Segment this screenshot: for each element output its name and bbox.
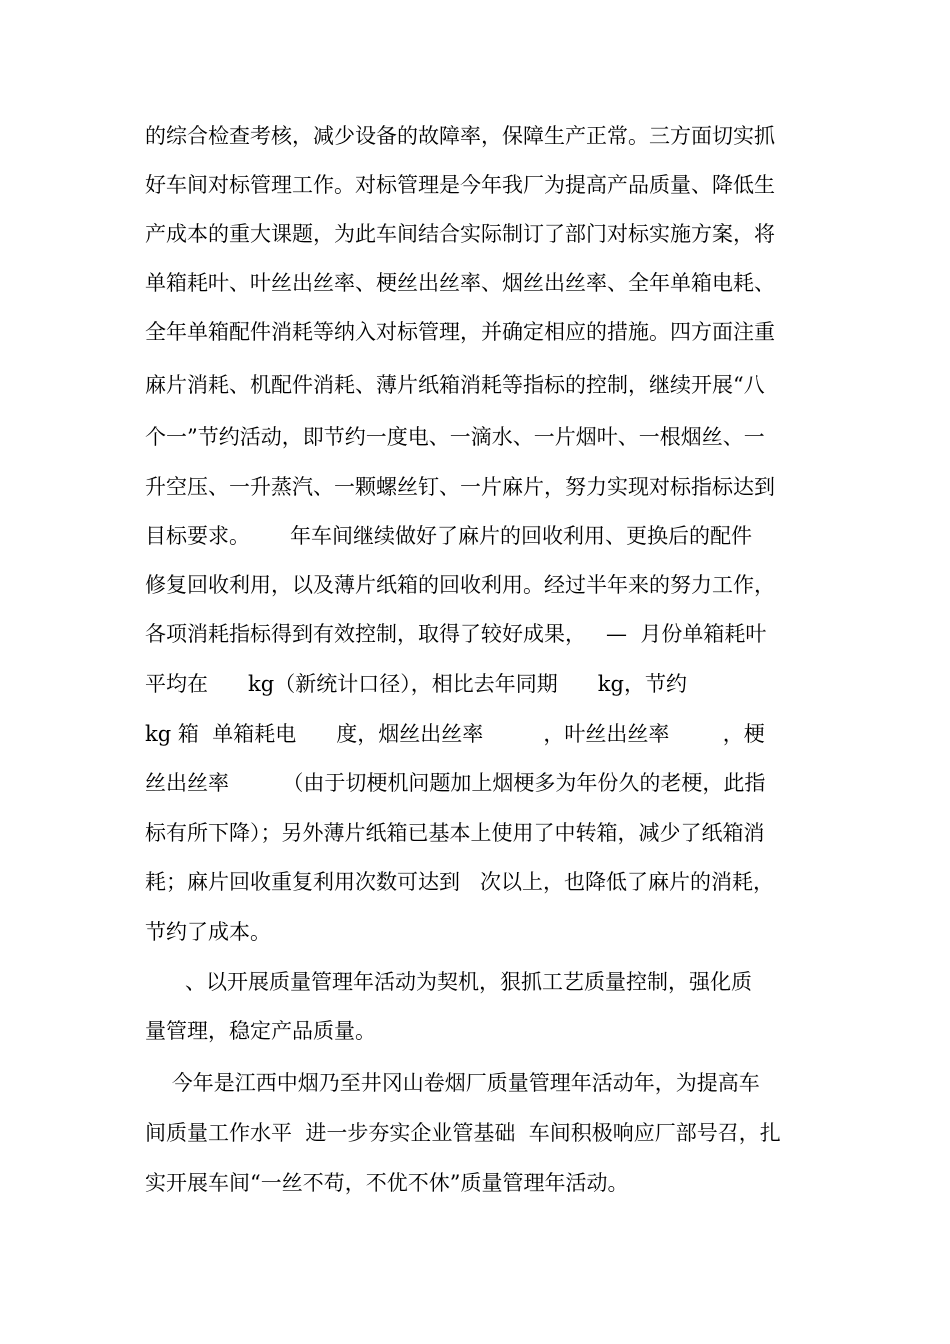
text-line: 、以开展质量管理年活动为契机，狠抓工艺质量控制，强化质 xyxy=(145,970,753,994)
text-line: 节约了成本。 xyxy=(145,920,271,944)
text-line: 平均在 kg（新统计口径），相比去年同期 kg，节约 xyxy=(145,672,687,696)
text-line: 好车间对标管理工作。对标管理是今年我厂为提高产品质量、降低生 xyxy=(145,173,775,197)
text-line: 各项消耗指标得到有效控制，取得了较好成果， — 月份单箱耗叶 xyxy=(145,622,767,646)
text-line: 标有所下降）；另外薄片纸箱已基本上使用了中转箱，减少了纸箱消 xyxy=(145,821,765,845)
text-line: 修复回收利用，以及薄片纸箱的回收利用。经过半年来的努力工作， xyxy=(145,573,775,597)
text-line: 麻片消耗、机配件消耗、薄片纸箱消耗等指标的控制，继续开展“八 xyxy=(145,373,765,397)
text-line: 个一”节约活动，即节约一度电、一滴水、一片烟叶、一根烟丝、一 xyxy=(145,425,765,449)
text-line: 实开展车间“一丝不苟，不优不休”质量管理年活动。 xyxy=(145,1171,629,1195)
text-line: kg 箱 单箱耗电 度，烟丝出丝率 ，叶丝出丝率 ，梗 xyxy=(145,722,765,746)
text-line: 间质量工作水平 进一步夯实企业管基础 车间积极响应厂部号召，扎 xyxy=(145,1121,781,1145)
text-line: 升空压、一升蒸汽、一颗螺丝钉、一片麻片，努力实现对标指标达到 xyxy=(145,475,775,499)
text-line: 量管理，稳定产品质量。 xyxy=(145,1019,376,1043)
text-line: 全年单箱配件消耗等纳入对标管理，并确定相应的措施。四方面注重 xyxy=(145,320,775,344)
text-line: 今年是江西中烟乃至井冈山卷烟厂质量管理年活动年，为提高车 xyxy=(145,1071,760,1095)
text-line: 耗；麻片回收重复利用次数可达到 次以上，也降低了麻片的消耗， xyxy=(145,870,775,894)
text-line: 目标要求。 年车间继续做好了麻片的回收利用、更换后的配件 xyxy=(145,524,753,548)
text-line: 丝出丝率 （由于切梗机问题加上烟梗多为年份久的老梗，此指 xyxy=(145,771,766,795)
text-line: 的综合检查考核，减少设备的故障率，保障生产正常。三方面切实抓 xyxy=(145,124,775,148)
text-line: 产成本的重大课题，为此车间结合实际制订了部门对标实施方案，将 xyxy=(145,222,775,246)
text-line: 单箱耗叶、叶丝出丝率、梗丝出丝率、烟丝出丝率、全年单箱电耗、 xyxy=(145,271,775,295)
